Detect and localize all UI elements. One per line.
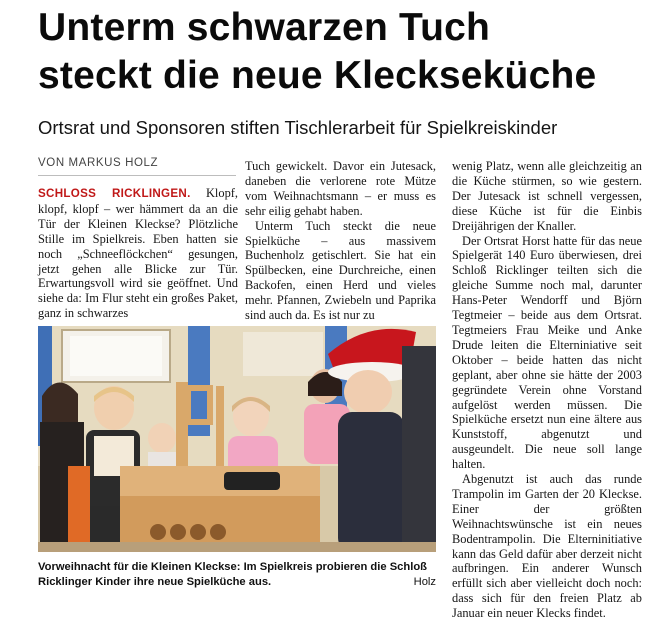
text-column-2 <box>245 159 436 323</box>
article-subheadline: Ortsrat und Sponsoren stiften Tischlerarbeit für Spielkreiskinder <box>38 117 558 138</box>
paragraph: Unterm Tuch steckt die neue Spielküche – aus massivem Buchenholz getischlert. Sie hat ein Spülbecken, eine Durchreiche, einen Backofen, einen Herd und vieles mehr. Pfannen, Zwiebeln und Paprika sind auch da. Es ist nur zu <box>245 218 436 323</box>
paragraph: Der Ortsrat Horst hatte für das neue Spielgerät 140 Euro überwiesen, drei Schloß Ricklinger teilten sich die gleiche Summe noch mal, darunter Hans-Peter Wendorff und Björn Tegtmeier – beide aus dem Ortsrat. Tegtmeiers Frau Meike und Anke Drude leiten die Elterniniative seit Oktober – beide hatten das nicht geplant, aber ohne sie hätte der 2003 gegründete Verein ohne Vorstand aufgelöst werden müssen. Die Spielküche ersetzt nun eine ältere aus Kunststoff, abgenutzt und ausgeundelt. Die neue soll lange halten. <box>452 233 642 472</box>
caption-lead: Vorweihnacht für die Kleinen Kleckse: <box>38 561 241 573</box>
text-column-3 <box>452 159 642 621</box>
byline-divider <box>38 175 236 176</box>
dateline: SCHLOSS RICKLINGEN. <box>38 187 191 200</box>
article-photo <box>38 326 436 552</box>
byline: VON MARKUS HOLZ <box>38 157 159 169</box>
paragraph: Klopf, klopf, klopf – wer hämmert da an die Tür der Kleinen Kleckse? Plötzliche Stille im Spielkreis. Eben hatten sie noch „Schneeflöckchen“ gesungen, jetzt gehen alle Blicke zur Tür. Erwartungsvoll wird sie geöffnet. Und siehe da: Im Flur steht ein großes Paket, ganz in schwarzes <box>38 186 238 321</box>
article-headline <box>38 4 643 100</box>
headline-line-1: Unterm schwarzen Tuch <box>38 6 491 49</box>
caption-text: Im Spielkreis probieren die Schloß Ricklinger Kinder ihre neue Spielküche aus. <box>38 561 427 588</box>
paragraph: Abgenutzt ist auch das runde Trampolin im Garten der 20 Kleckse. Einer der größten Weihnachtswünsche ist ein neues Bodentrampolin. Die Elterninitiative kann das Geld dafür aber derzeit nicht aufbringen. Ein anderer Wunsch erfüllt sich aber vielleicht doch noch: dass sich für den freien Platz ab Januar ein neuer Klecks findet. <box>452 472 642 621</box>
paragraph: Tuch gewickelt. Davor ein Jutesack, daneben die verlorene rote Mütze vom Weihnachtsmann – er muss es sehr eilig gehabt haben. <box>245 159 436 218</box>
paragraph: wenig Platz, wenn alle gleichzeitig an die Küche stürmen, so wie gestern. Der Jutesack ist schnell vergessen, diese Küche ist für die Einbis Dreijährigen der Knaller. <box>452 159 642 233</box>
text-column-1 <box>38 186 238 321</box>
photo-illustration <box>38 326 436 552</box>
photo-caption <box>38 560 436 589</box>
photo-credit: Holz <box>413 575 436 588</box>
headline-line-2: steckt die neue Kleckseküche <box>38 54 597 97</box>
